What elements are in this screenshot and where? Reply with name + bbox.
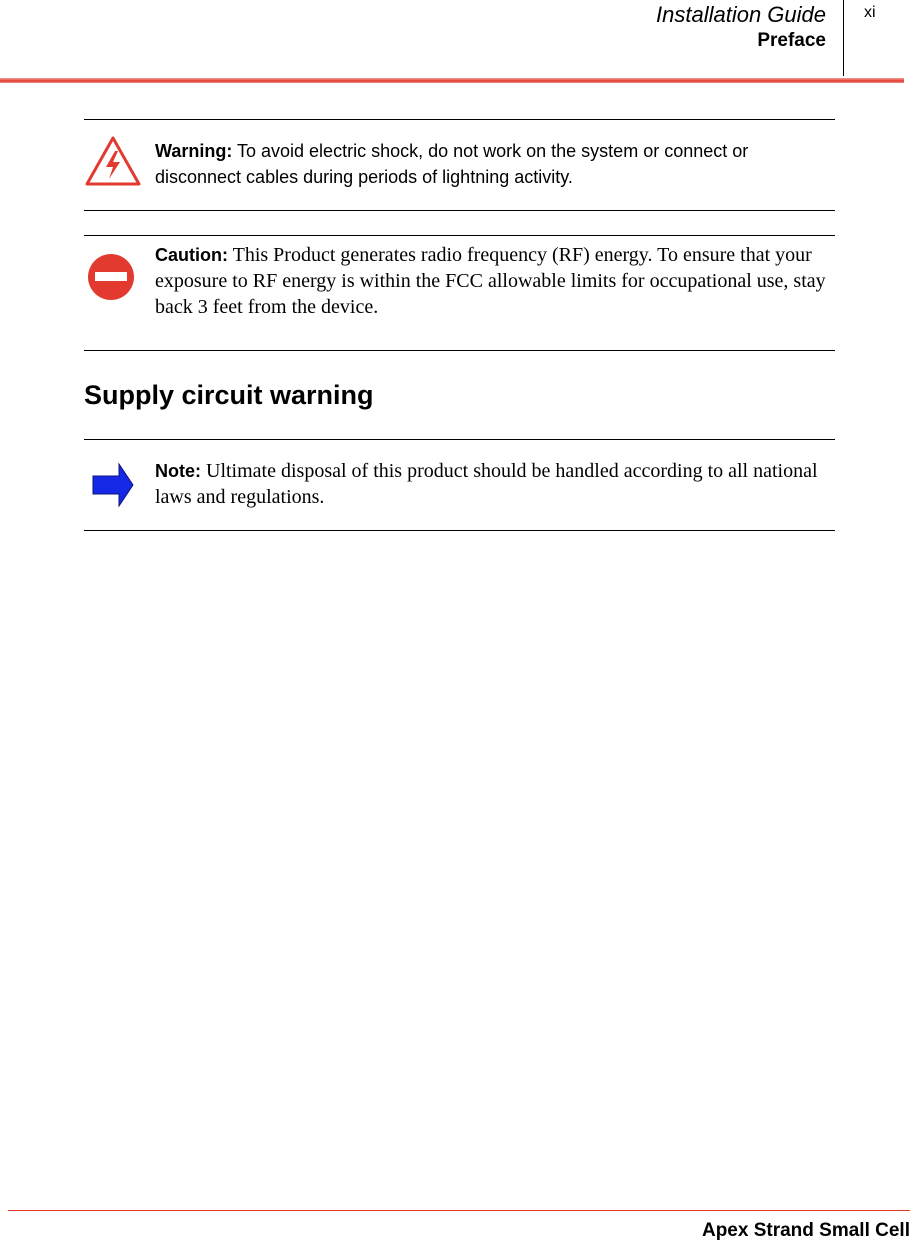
no-entry-icon xyxy=(87,253,135,301)
caution-top-rule xyxy=(84,235,835,236)
warning-notice xyxy=(155,138,835,190)
page-number: xi xyxy=(864,4,876,21)
section-title: Preface xyxy=(757,30,826,51)
warning-text: To avoid electric shock, do not work on the system or connect or disconnect cables during periods of lightning activity. xyxy=(155,141,749,187)
header-divider xyxy=(843,0,844,76)
note-top-rule xyxy=(84,439,835,440)
caution-bottom-rule xyxy=(84,350,835,351)
note-text: Ultimate disposal of this product should be handled according to all national laws and regulations. xyxy=(155,460,818,508)
note-notice xyxy=(155,458,835,510)
guide-title: Installation Guide xyxy=(656,2,826,27)
footer-product-name: Apex Strand Small Cell xyxy=(701,1220,910,1241)
caution-label: Caution: xyxy=(155,245,228,265)
footer-rule xyxy=(8,1210,910,1211)
caution-text: This Product generates radio frequency (RF) energy. To ensure that your exposure to RF energy is within the FCC allowable limits for occupational use, stay back 3 feet from the device. xyxy=(155,244,826,318)
warning-top-rule xyxy=(84,119,835,120)
note-label: Note: xyxy=(155,461,201,481)
section-heading: Supply circuit warning xyxy=(84,380,374,410)
lightning-warning-icon xyxy=(84,135,142,187)
note-bottom-rule xyxy=(84,530,835,531)
header-rule xyxy=(0,78,904,83)
warning-label: Warning: xyxy=(155,141,233,161)
warning-bottom-rule xyxy=(84,210,835,211)
arrow-right-icon xyxy=(91,462,135,508)
caution-notice xyxy=(155,242,835,320)
